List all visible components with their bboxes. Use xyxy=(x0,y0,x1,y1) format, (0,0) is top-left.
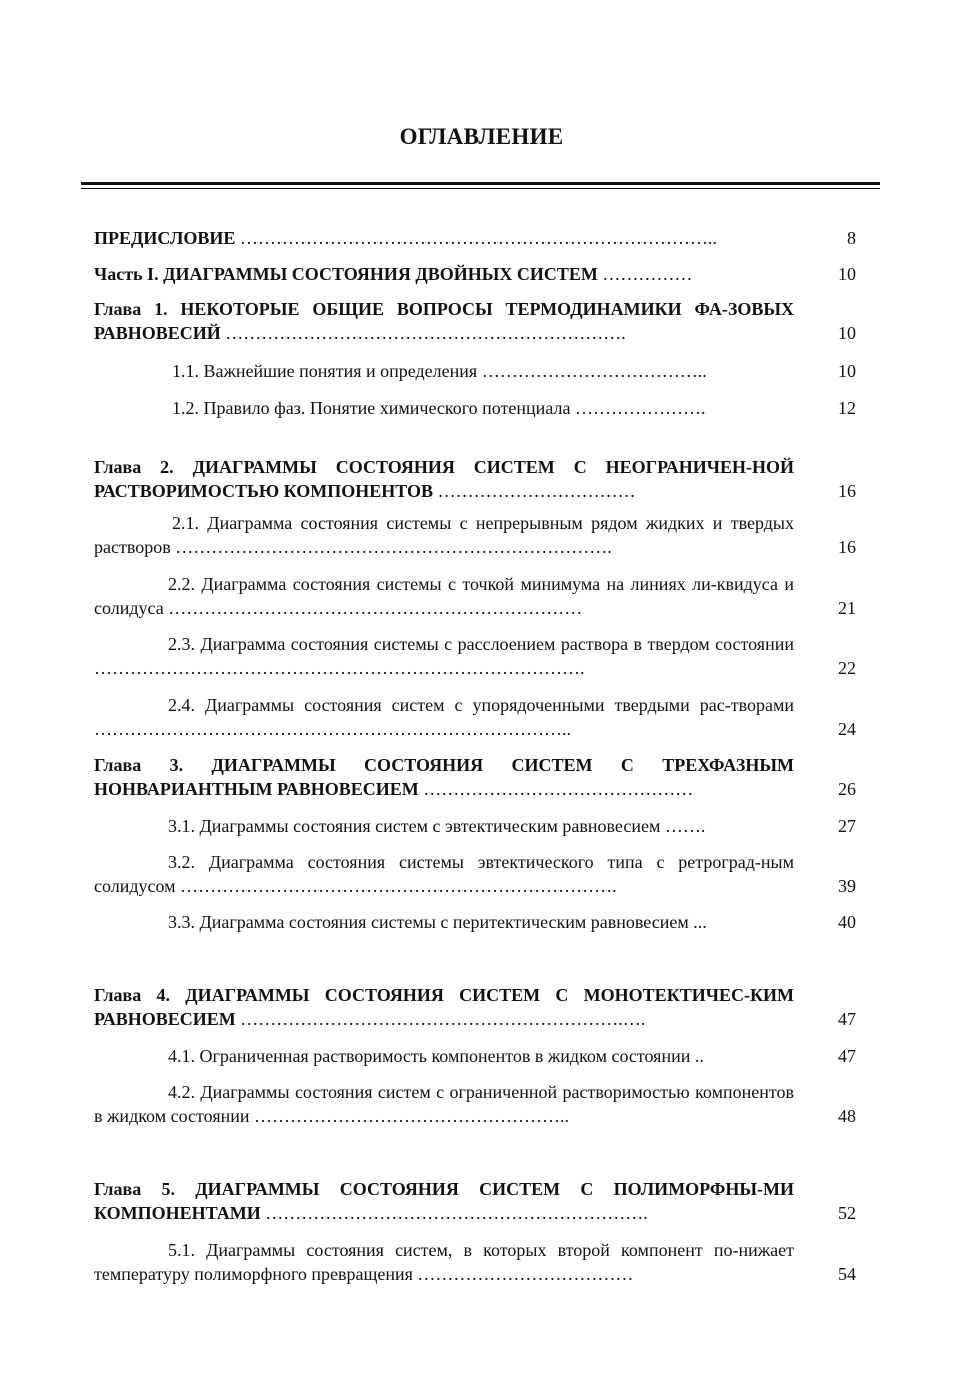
toc-entry-text: ПРЕДИСЛОВИЕ xyxy=(94,228,236,248)
toc-leader: ……………………………………………………….…. xyxy=(235,1009,646,1029)
toc-leader: ………………………………………………………………. xyxy=(170,537,612,557)
toc-entry-text: Глава 5. ДИАГРАММЫ СОСТОЯНИЯ СИСТЕМ С ПОЛИМОРФНЫ-МИ КОМПОНЕНТАМИ xyxy=(94,1179,794,1223)
toc-entry-text: 3.1. Диаграммы состояния систем с эвтектическим равновесием xyxy=(168,816,661,836)
toc-leader: ... xyxy=(688,912,707,932)
toc-leader: …………………………………………………………………….. xyxy=(235,228,717,248)
toc-entry-section-3-2[interactable] xyxy=(94,850,856,898)
toc-entry-chapter-3[interactable] xyxy=(94,753,856,801)
toc-entry-text: Глава 2. ДИАГРАММЫ СОСТОЯНИЯ СИСТЕМ С НЕОГРАНИЧЕН-НОЙ РАСТВОРИМОСТЬЮ КОМПОНЕНТОВ xyxy=(94,457,794,501)
page-title: ОГЛАВЛЕНИЕ xyxy=(399,124,564,149)
toc-entry-text: Часть I. ДИАГРАММЫ СОСТОЯНИЯ ДВОЙНЫХ СИСТЕМ xyxy=(94,264,598,284)
toc-entry-text: Глава 3. ДИАГРАММЫ СОСТОЯНИЯ СИСТЕМ С ТРЕХФАЗНЫМ НОНВАРИАНТНЫМ РАВНОВЕСИЕМ xyxy=(94,755,794,799)
toc-page-number: 24 xyxy=(838,719,856,739)
title-rule-thick xyxy=(81,182,880,185)
toc-entry-chapter-5[interactable] xyxy=(94,1177,856,1225)
toc-entry-section-4-1[interactable] xyxy=(94,1044,856,1068)
toc-leader: …………………………………………………………………….. xyxy=(94,719,571,739)
toc-page-number: 47 xyxy=(838,1046,856,1066)
toc-entry-chapter-4[interactable] xyxy=(94,983,856,1031)
toc-page-number: 8 xyxy=(847,228,856,248)
toc-entry-text: 4.2. Диаграммы состояния систем с ограниченной растворимостью компонентов в жидком состоянии xyxy=(94,1082,794,1126)
toc-page-number: 10 xyxy=(838,361,856,381)
toc-entry-text: 3.2. Диаграмма состояния системы эвтектического типа с ретроград-ным солидусом xyxy=(94,852,794,896)
toc-entry-text: 2.3. Диаграмма состояния системы с расслоением раствора в твердом состоянии xyxy=(168,634,794,654)
toc-entry-preface[interactable] xyxy=(94,226,856,250)
toc-page-number: 10 xyxy=(838,264,856,284)
toc-entry-chapter-2[interactable] xyxy=(94,455,856,503)
toc-leader: ……………………………… xyxy=(412,1264,634,1284)
toc-entry-text: 1.1. Важнейшие понятия и определения xyxy=(172,361,478,381)
toc-page-number: 26 xyxy=(838,779,856,799)
toc-leader: …………… xyxy=(597,264,693,284)
toc-entry-section-3-3[interactable] xyxy=(94,910,856,934)
toc-leader: …………………. xyxy=(570,398,706,418)
toc-entry-section-1-1[interactable] xyxy=(94,359,856,383)
toc-leader: …………………………………………………………… xyxy=(163,598,583,618)
toc-page-number: 16 xyxy=(838,537,856,557)
toc-page-number: 47 xyxy=(838,1009,856,1029)
toc-entry-text: 2.1. Диаграмма состояния системы с непрерывным рядом жидких и твердых растворов xyxy=(94,513,794,557)
toc-entry-section-5-1[interactable] xyxy=(94,1238,856,1286)
toc-leader: ……………………………….. xyxy=(477,361,707,381)
toc-entry-chapter-1[interactable] xyxy=(94,297,856,345)
title-rule-thin xyxy=(81,188,880,189)
toc-page-number: 48 xyxy=(838,1106,856,1126)
toc-entry-section-3-1[interactable] xyxy=(94,814,856,838)
toc-entry-section-1-2[interactable] xyxy=(94,396,856,420)
toc-entry-text: 1.2. Правило фаз. Понятие химического потенциала xyxy=(172,398,571,418)
toc-entry-text: 4.1. Ограниченная растворимость компонентов в жидком состоянии xyxy=(168,1046,691,1066)
toc-page-number: 52 xyxy=(838,1203,856,1223)
toc-entry-section-2-2[interactable] xyxy=(94,572,856,620)
toc-entry-section-4-2[interactable] xyxy=(94,1080,856,1128)
toc-page-number: 54 xyxy=(838,1264,856,1284)
toc-entry-text: 2.2. Диаграмма состояния системы с точкой минимума на линиях ли-квидуса и солидуса xyxy=(94,574,794,618)
toc-entry-text: Глава 1. НЕКОТОРЫЕ ОБЩИЕ ВОПРОСЫ ТЕРМОДИНАМИКИ ФА-ЗОВЫХ РАВНОВЕСИЙ xyxy=(94,299,794,343)
toc-leader: ………………………………………………………. xyxy=(260,1203,648,1223)
toc-leader: ……. xyxy=(660,816,706,836)
toc-leader: ………………………………………………………………………. xyxy=(94,658,585,678)
toc-entry-text: 3.3. Диаграмма состояния системы с перитектическим равновесием xyxy=(168,912,689,932)
toc-page-number: 22 xyxy=(838,658,856,678)
toc-page-number: 16 xyxy=(838,481,856,501)
toc-entry-text: 5.1. Диаграммы состояния систем, в которых второй компонент по-нижает температуру полиморфного превращения xyxy=(94,1240,794,1284)
toc-page-number: 27 xyxy=(838,816,856,836)
toc-leader: ………………………………………………………………. xyxy=(175,876,617,896)
toc-page-number: 39 xyxy=(838,876,856,896)
toc-leader: …………………………………………………………. xyxy=(220,323,626,343)
toc-entry-text: Глава 4. ДИАГРАММЫ СОСТОЯНИЯ СИСТЕМ С МОНОТЕКТИЧЕС-КИМ РАВНОВЕСИЕМ xyxy=(94,985,794,1029)
toc-leader: ……………………………………… xyxy=(418,779,694,799)
toc-page-number: 12 xyxy=(838,398,856,418)
toc-page-number: 10 xyxy=(838,323,856,343)
toc-entry-part-1[interactable] xyxy=(94,262,856,286)
toc-page-number: 21 xyxy=(838,598,856,618)
toc-entry-text: 2.4. Диаграммы состояния систем с упорядоченными твердыми рас-творами xyxy=(168,695,794,715)
toc-page-number: 40 xyxy=(838,912,856,932)
toc-leader: …………………………… xyxy=(433,481,636,501)
toc-entry-section-2-4[interactable] xyxy=(94,693,856,741)
toc-leader: …………………………………………….. xyxy=(249,1106,569,1126)
toc-leader: .. xyxy=(690,1046,704,1066)
toc-entry-section-2-1[interactable] xyxy=(94,511,856,559)
toc-entry-section-2-3[interactable] xyxy=(94,632,856,680)
